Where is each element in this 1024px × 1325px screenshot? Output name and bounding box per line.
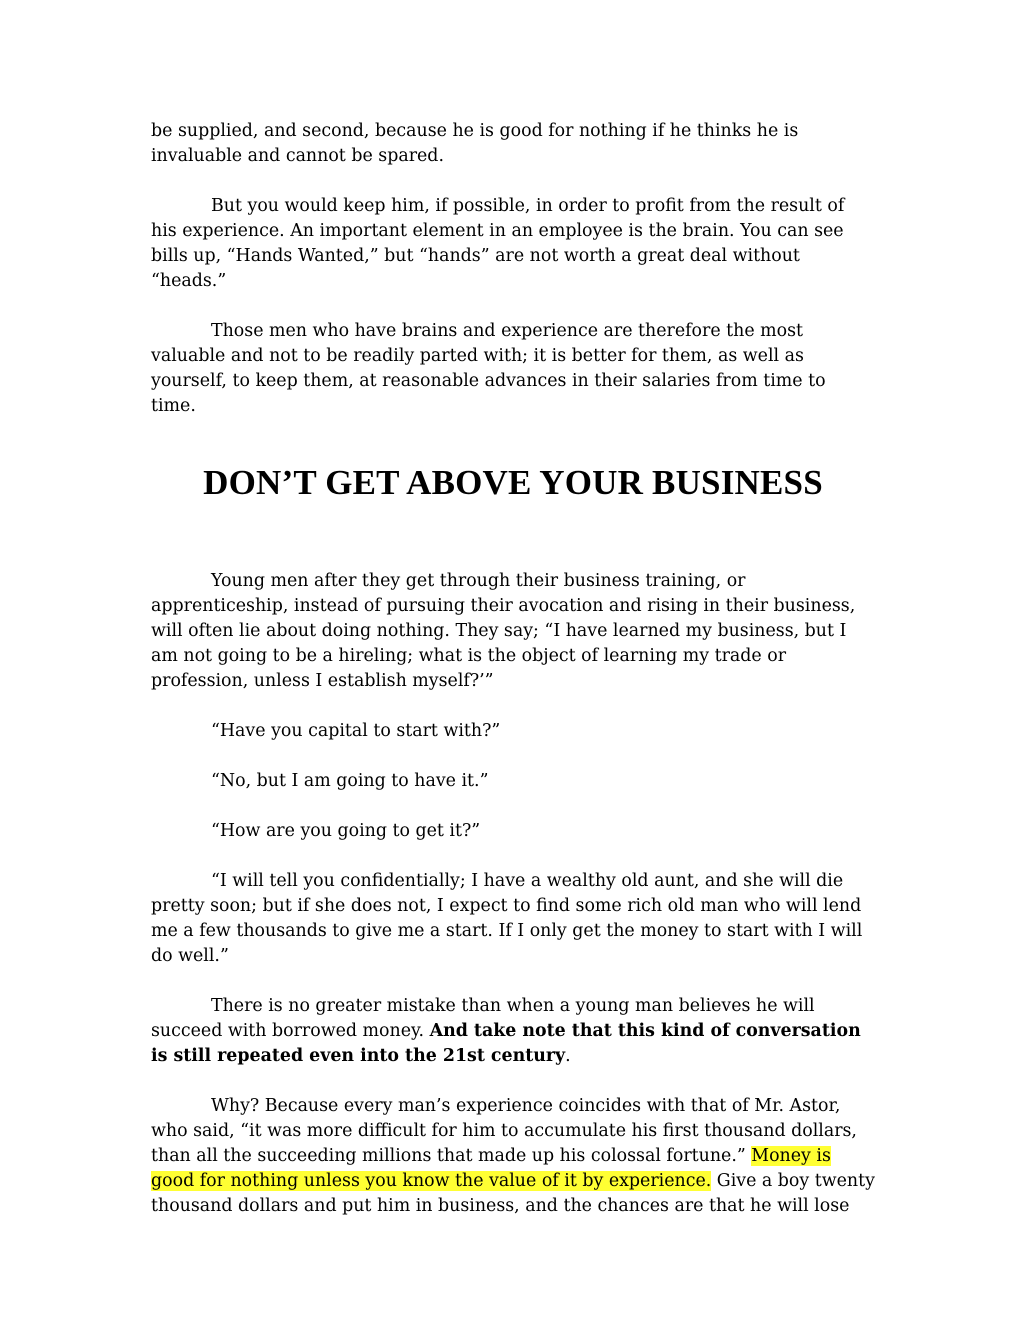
borrowed-money-text: There is no greater mistake than when a young man believes he will succeed with borrowed money. <box>151 996 815 1041</box>
paragraph-experience: But you would keep him, if possible, in order to profit from the result of his experience. An important element in an employee is the brain. You can see bills up, “Hands Wanted,” but “hands” are not worth a great deal without “heads.” <box>151 196 845 291</box>
paragraph-borrowed-money <box>151 994 875 1069</box>
dialogue-how-question: “How are you going to get it?” <box>211 821 481 841</box>
section-heading: DON’T GET ABOVE YOUR BUSINESS <box>203 463 823 502</box>
astor-text-end: Give a boy twenty thousand dollars and put him in business, and the chances are that he will lose <box>151 1171 875 1216</box>
paragraph-brains: Those men who have brains and experience are therefore the most valuable and not to be readily parted with; it is better for them, as well as yourself, to keep them, at reasonable advances in their salaries from time to time. <box>151 321 826 416</box>
highlighted-text: Money is good for nothing unless you know the value of it by experience. <box>151 1146 831 1191</box>
document-page <box>151 119 875 1244</box>
bold-note-text: And take note that this kind of conversation is still repeated even into the 21st century <box>151 1021 861 1066</box>
astor-text: Why? Because every man’s experience coincides with that of Mr. Astor, who said, “it was more difficult for him to accumulate his first thousand dollars, than all the succeeding millions that made up his colossal fortune.” <box>151 1096 857 1166</box>
dialogue-capital-question: “Have you capital to start with?” <box>211 721 501 741</box>
paragraph-continuation: be supplied, and second, because he is good for nothing if he thinks he is invaluable and cannot be spared. <box>151 121 799 166</box>
paragraph-young-men: Young men after they get through their business training, or apprenticeship, instead of pursuing their avocation and rising in their business, will often lie about doing nothing. They say; “I have learned my business, but I am not going to be a hireling; what is the object of learning my trade or profession, unless I establish myself?’” <box>151 571 856 691</box>
dialogue-capital-answer: “No, but I am going to have it.” <box>211 771 489 791</box>
borrowed-money-period: . <box>565 1046 571 1066</box>
dialogue-aunt-answer: “I will tell you confidentially; I have a wealthy old aunt, and she will die pretty soon; but if she does not, I expect to find some rich old man who will lend me a few thousands to give me a start. If I only get the money to start with I will do well.” <box>151 871 863 966</box>
paragraph-astor <box>151 1094 875 1219</box>
